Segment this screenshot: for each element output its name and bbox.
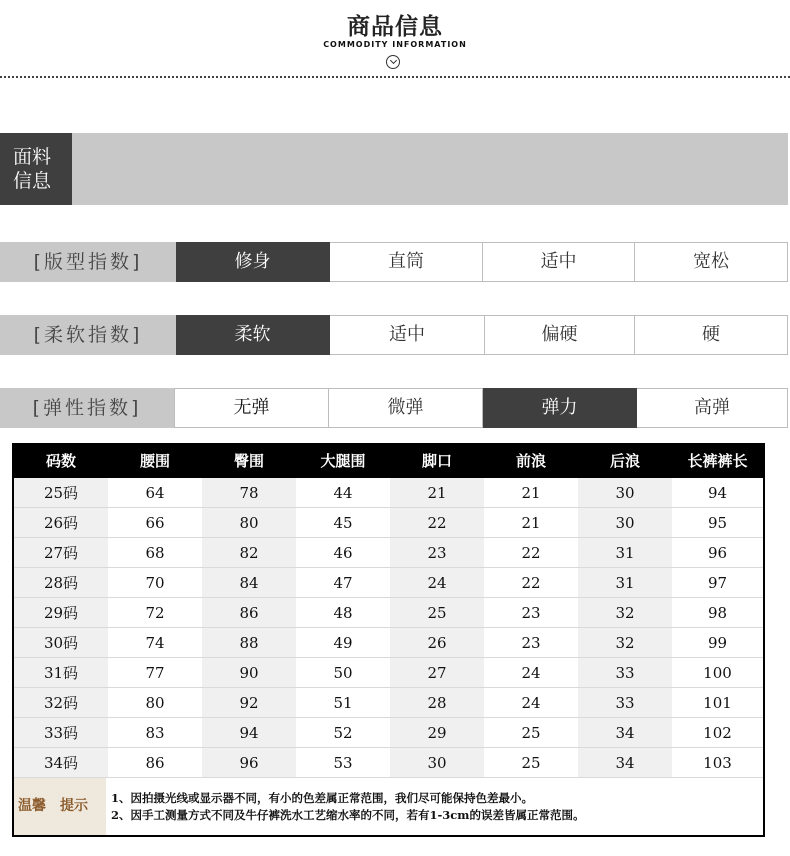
dotted-divider — [0, 76, 790, 78]
tip-line-2: 2、因手工测量方式不同及牛仔裤洗水工艺缩水率的不同，若有1-3cm的误差皆属正常范围。 — [111, 808, 585, 822]
table-cell: 30码 — [14, 628, 108, 658]
fit-option-straight: 直筒 — [330, 242, 483, 282]
table-cell: 83 — [108, 718, 202, 748]
fabric-label-line1: 面料 — [13, 146, 52, 168]
table-cell: 30 — [390, 748, 484, 778]
table-cell: 29 — [390, 718, 484, 748]
softness-option-firm: 偏硬 — [485, 315, 635, 355]
table-cell: 34 — [578, 718, 672, 748]
table-row — [14, 598, 763, 628]
table-cell: 25码 — [14, 478, 108, 508]
table-cell: 77 — [108, 658, 202, 688]
size-table-header-cell: 长裤裤长 — [687, 452, 748, 470]
table-cell: 33 — [578, 688, 672, 718]
table-cell: 25 — [390, 598, 484, 628]
table-cell: 32 — [578, 598, 672, 628]
table-row — [14, 658, 763, 688]
softness-index-row — [0, 315, 788, 355]
table-cell: 24 — [390, 568, 484, 598]
table-row — [14, 748, 763, 778]
table-cell: 23 — [484, 598, 578, 628]
tip-line-1: 1、因拍摄光线或显示器不同，有小的色差属正常范围，我们尽可能保持色差最小。 — [111, 791, 533, 805]
size-table-header — [14, 445, 763, 478]
fit-option-regular: 适中 — [483, 242, 635, 282]
table-cell: 27码 — [14, 538, 108, 568]
table-cell: 86 — [108, 748, 202, 778]
table-cell: 34码 — [14, 748, 108, 778]
table-row — [14, 718, 763, 748]
table-cell: 22 — [484, 538, 578, 568]
size-table-header-cell: 臀围 — [233, 452, 264, 470]
table-cell: 33 — [578, 658, 672, 688]
table-cell: 99 — [672, 628, 763, 658]
table-cell: 28码 — [14, 568, 108, 598]
size-table-header-cell: 后浪 — [609, 452, 640, 470]
table-row — [14, 508, 763, 538]
table-cell: 44 — [296, 478, 390, 508]
fabric-label-line2: 信息 — [13, 170, 52, 192]
table-row — [14, 538, 763, 568]
elasticity-option-stretch: 弹力 — [483, 388, 637, 428]
elasticity-option-slight: 微弹 — [329, 388, 483, 428]
size-table-header-cell: 码数 — [45, 452, 76, 470]
table-cell: 21 — [484, 478, 578, 508]
table-cell: 84 — [202, 568, 296, 598]
fit-index-row — [0, 242, 788, 282]
softness-option-medium: 适中 — [330, 315, 485, 355]
table-cell: 32码 — [14, 688, 108, 718]
chevron-down-circle-icon — [386, 55, 400, 69]
table-cell: 96 — [202, 748, 296, 778]
table-cell: 24 — [484, 688, 578, 718]
table-cell: 21 — [390, 478, 484, 508]
table-cell: 51 — [296, 688, 390, 718]
table-cell: 31 — [578, 568, 672, 598]
table-cell: 72 — [108, 598, 202, 628]
fit-option-slim: 修身 — [176, 242, 330, 282]
table-cell: 78 — [202, 478, 296, 508]
table-cell: 66 — [108, 508, 202, 538]
table-cell: 25 — [484, 748, 578, 778]
table-cell: 82 — [202, 538, 296, 568]
table-cell: 26 — [390, 628, 484, 658]
elasticity-option-high: 高弹 — [637, 388, 788, 428]
table-cell: 30 — [578, 478, 672, 508]
table-cell: 22 — [390, 508, 484, 538]
table-cell: 23 — [390, 538, 484, 568]
table-cell: 80 — [202, 508, 296, 538]
table-cell: 28 — [390, 688, 484, 718]
softness-option-soft: 柔软 — [176, 315, 330, 355]
table-cell: 32 — [578, 628, 672, 658]
table-cell: 50 — [296, 658, 390, 688]
table-cell: 31码 — [14, 658, 108, 688]
table-cell: 90 — [202, 658, 296, 688]
size-table-header-cell: 大腿围 — [320, 452, 366, 470]
table-cell: 23 — [484, 628, 578, 658]
table-cell: 98 — [672, 598, 763, 628]
size-table-header-cell: 前浪 — [515, 452, 546, 470]
table-cell: 33码 — [14, 718, 108, 748]
table-cell: 64 — [108, 478, 202, 508]
table-cell: 21 — [484, 508, 578, 538]
page-title: 商品信息 — [347, 14, 443, 40]
table-cell: 96 — [672, 538, 763, 568]
tips-text — [111, 790, 756, 824]
table-row — [14, 628, 763, 658]
table-cell: 68 — [108, 538, 202, 568]
tips-row — [14, 778, 763, 835]
table-cell: 31 — [578, 538, 672, 568]
elasticity-index-row — [0, 388, 788, 428]
table-cell: 45 — [296, 508, 390, 538]
elasticity-index-label: [弹性指数] — [0, 388, 174, 428]
table-cell: 49 — [296, 628, 390, 658]
table-cell: 24 — [484, 658, 578, 688]
table-cell: 46 — [296, 538, 390, 568]
table-cell: 74 — [108, 628, 202, 658]
table-cell: 52 — [296, 718, 390, 748]
size-table-header-cell: 脚口 — [421, 452, 452, 470]
table-cell: 94 — [672, 478, 763, 508]
table-cell: 95 — [672, 508, 763, 538]
table-row — [14, 568, 763, 598]
table-cell: 101 — [672, 688, 763, 718]
table-cell: 86 — [202, 598, 296, 628]
fabric-info-label — [0, 133, 72, 205]
table-cell: 30 — [578, 508, 672, 538]
fabric-info-band — [0, 133, 788, 205]
table-cell: 94 — [202, 718, 296, 748]
table-cell: 48 — [296, 598, 390, 628]
table-cell: 80 — [108, 688, 202, 718]
table-cell: 25 — [484, 718, 578, 748]
tips-label-part1: 温馨 — [18, 798, 46, 814]
table-cell: 92 — [202, 688, 296, 718]
table-cell: 26码 — [14, 508, 108, 538]
size-table — [12, 443, 765, 837]
tips-label — [14, 778, 106, 835]
fit-index-label: [版型指数] — [0, 242, 176, 282]
page-subtitle: COMMODITY INFORMATION — [323, 40, 467, 49]
table-cell: 100 — [672, 658, 763, 688]
table-cell: 103 — [672, 748, 763, 778]
table-row — [14, 688, 763, 718]
table-cell: 70 — [108, 568, 202, 598]
table-cell: 97 — [672, 568, 763, 598]
tips-label-part2: 提示 — [60, 798, 88, 814]
table-cell: 102 — [672, 718, 763, 748]
table-cell: 27 — [390, 658, 484, 688]
table-cell: 22 — [484, 568, 578, 598]
table-cell: 88 — [202, 628, 296, 658]
table-cell: 29码 — [14, 598, 108, 628]
softness-option-hard: 硬 — [635, 315, 788, 355]
table-cell: 34 — [578, 748, 672, 778]
table-cell: 47 — [296, 568, 390, 598]
elasticity-option-none: 无弹 — [174, 388, 329, 428]
table-row — [14, 478, 763, 508]
table-cell: 53 — [296, 748, 390, 778]
size-table-header-cell: 腰围 — [139, 452, 170, 470]
fit-option-loose: 宽松 — [635, 242, 788, 282]
softness-index-label: [柔软指数] — [0, 315, 176, 355]
